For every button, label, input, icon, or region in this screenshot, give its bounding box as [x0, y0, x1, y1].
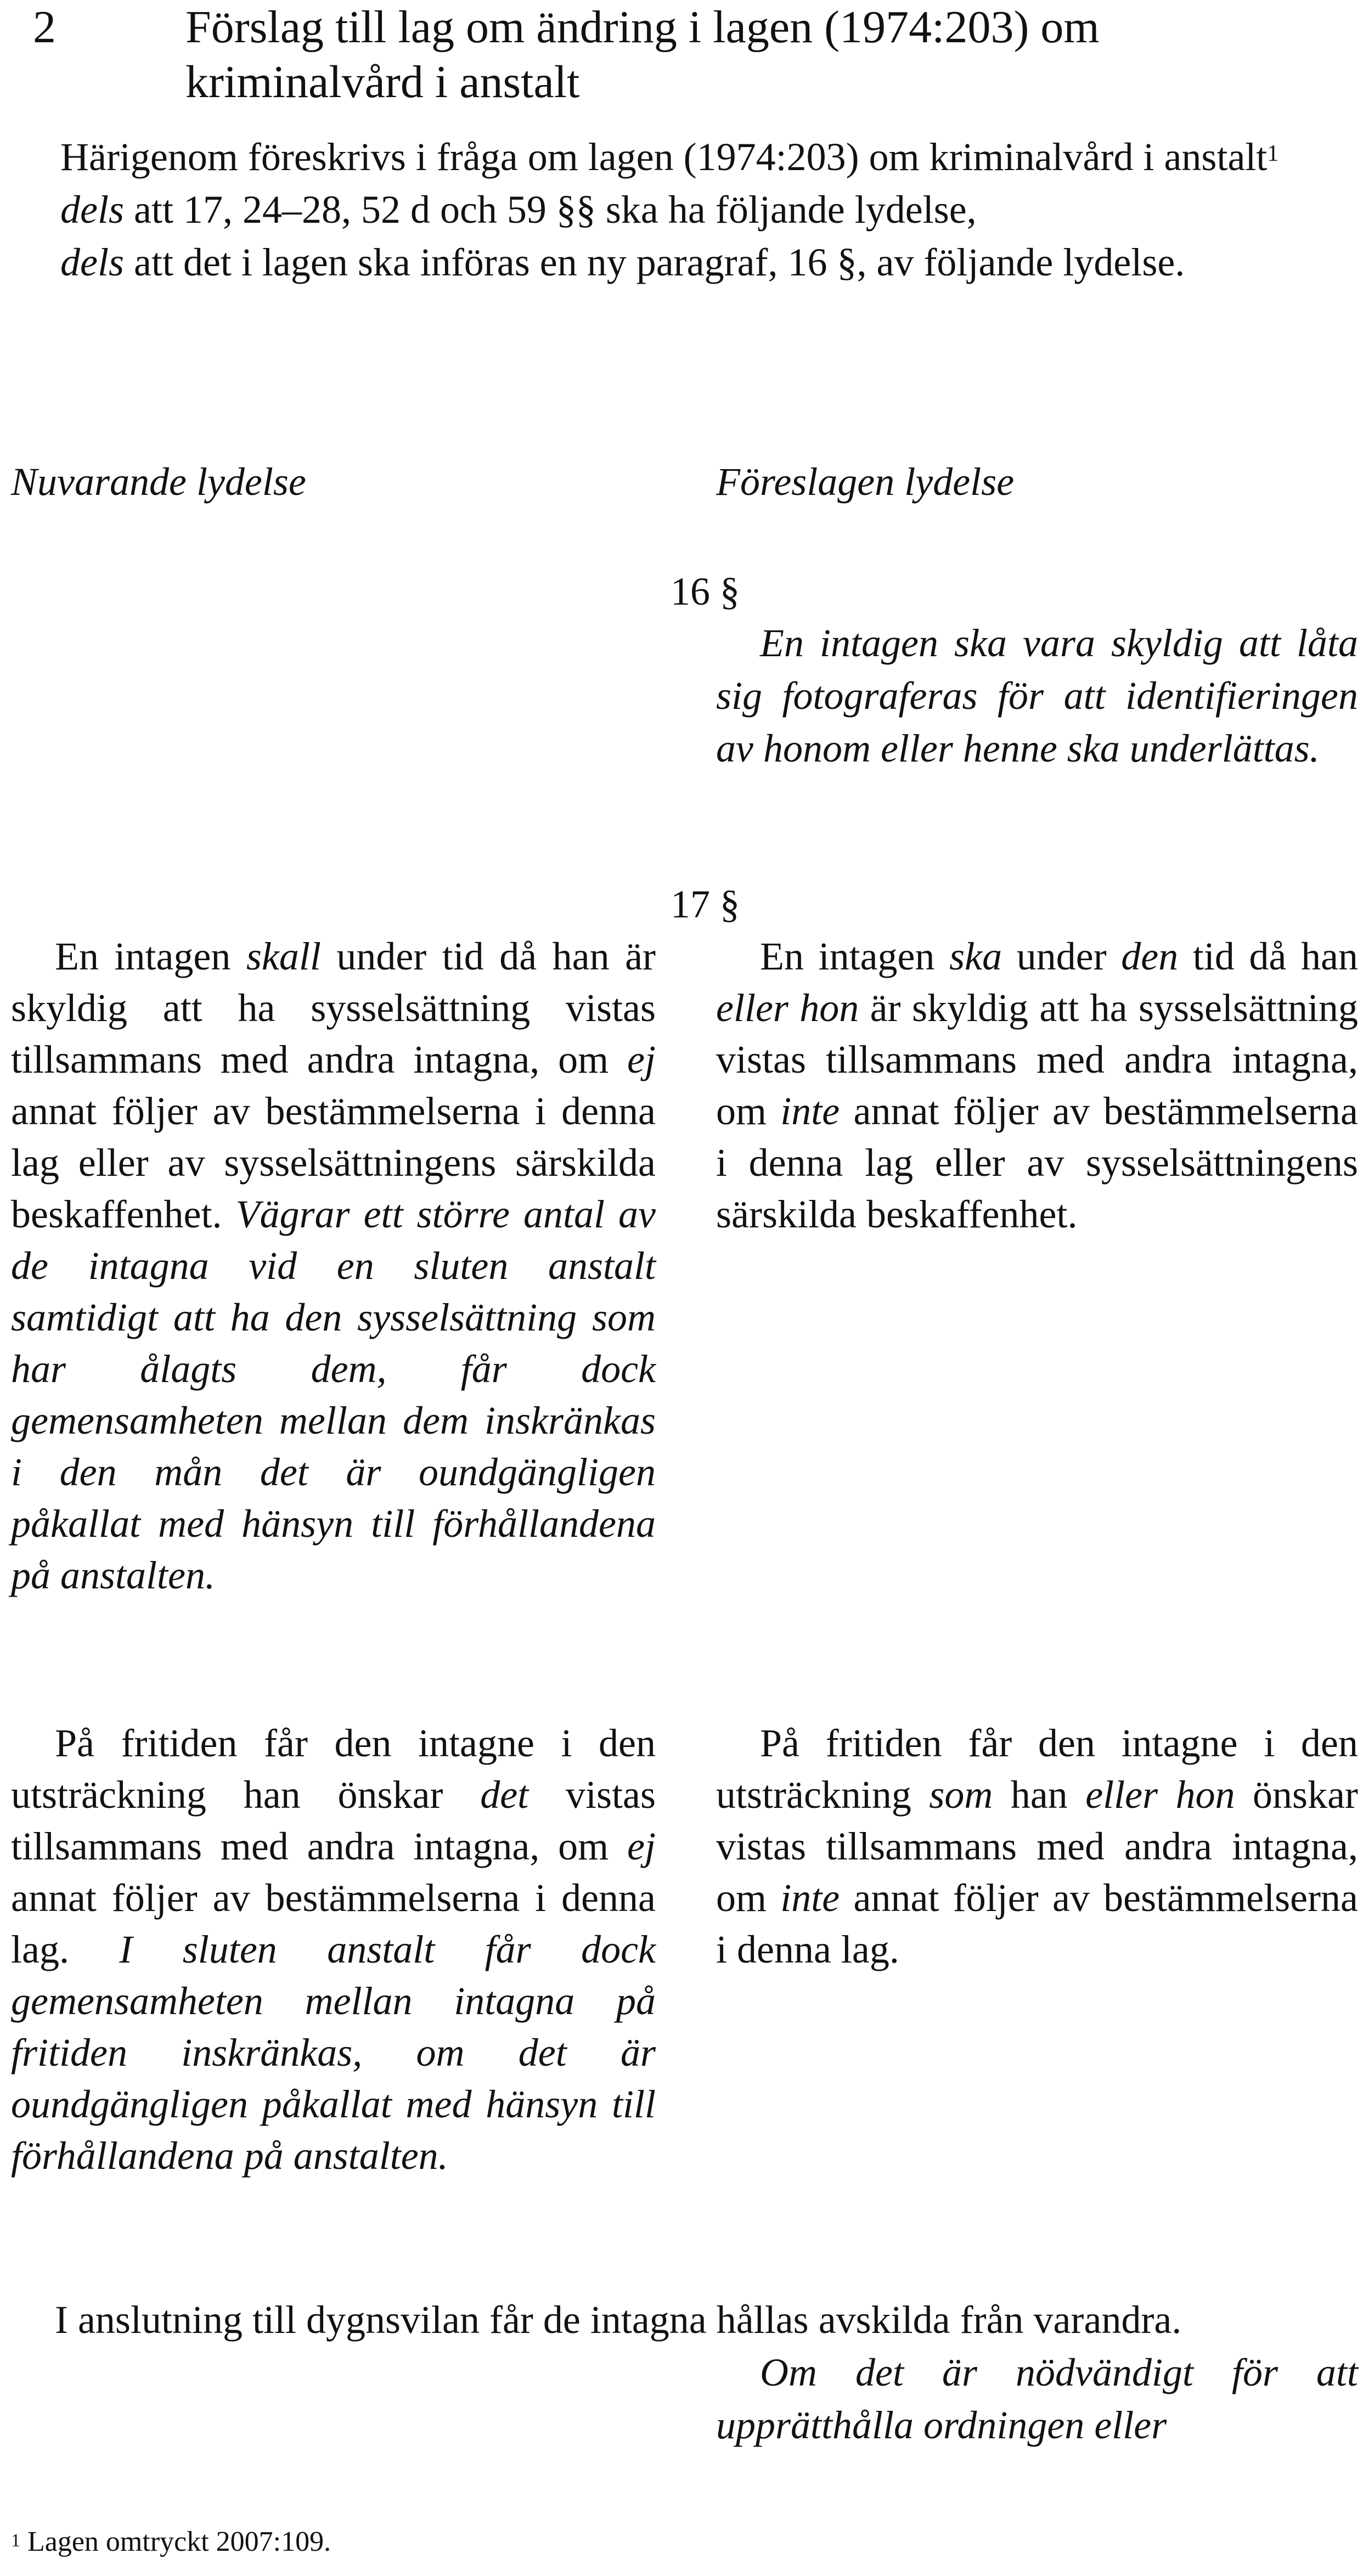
column-header-current: Nuvarande lydelse	[11, 460, 306, 504]
footnote-text: Lagen omtryckt 2007:109.	[20, 2526, 331, 2557]
footnote-marker: 1	[11, 2530, 20, 2551]
footnote-reference[interactable]: 1	[1267, 141, 1279, 166]
section-17-current-paragraph-1: En intagen skall under tid då han är skyldig att ha sysselsättning vistas tillsammans med andra intagna, om ej annat följer av bestämmelserna i denna lag eller av sysselsättningens särskilda beskaffenhet. Vägrar ett större antal av de intagna vid en sluten anstalt samtidigt att ha den sysselsättning som har ålagts dem, får dock gemensamheten mellan dem inskränkas i den mån det är oundgängligen påkallat med hänsyn till förhållandena på anstalten.	[11, 934, 656, 1597]
section-16-number: 16 §	[671, 570, 740, 613]
section-17-proposed-paragraph-1: En intagen ska under den tid då han eller hon är skyldig att ha sysselsättning vistas tillsammans med andra intagna, om inte annat följer av bestämmelserna i denna lag eller av sysselsättningens särskilda beskaffenhet.	[716, 934, 1359, 1236]
section-16-proposed-text: En intagen ska vara skyldig att låta sig fotograferas för att identifieringen av honom eller henne ska underlättas.	[716, 621, 1358, 770]
preamble-dels-2: dels att det i lagen ska införas en ny paragraf, 16 §, av följande lydelse.	[60, 240, 1185, 284]
section-17-current-paragraph-2: På fritiden får den intagne i den utsträckning han önskar det vistas tillsammans med andra intagna, om ej annat följer av bestämmelserna i denna lag. I sluten anstalt får dock gemensamheten mellan intagna på fritiden inskränkas, om det är oundgängligen påkallat med hänsyn till förhållandena på anstalten.	[11, 1721, 656, 2178]
footnote	[11, 2523, 331, 2561]
heading-title: Förslag till lag om ändring i lagen (1974:203) om kriminalvård i anstalt	[185, 2, 1100, 108]
section-17-proposed-paragraph-3: Om det är nödvändigt för att upprätthålla ordningen eller	[716, 2350, 1358, 2447]
section-17-proposed-paragraph-2: På fritiden får den intagne i den utsträckning som han eller hon önskar vistas tillsammans med andra intagna, om inte annat följer av bestämmelserna i denna lag.	[716, 1721, 1358, 1971]
preamble	[11, 131, 1361, 289]
preamble-intro: Härigenom föreskrivs i fråga om lagen (1974:203) om kriminalvård i anstalt$^1$	[60, 135, 1279, 179]
heading-number: 2	[33, 2, 56, 53]
section-17-number: 17 §	[671, 882, 740, 926]
preamble-dels-1: dels att 17, 24–28, 52 d och 59 §§ ska ha följande lydelse,	[60, 188, 977, 232]
section-17-common-text: I anslutning till dygnsvilan får de intagna hållas avskilda från varandra.	[55, 2298, 1182, 2342]
column-header-proposed: Föreslagen lydelse	[716, 460, 1015, 504]
